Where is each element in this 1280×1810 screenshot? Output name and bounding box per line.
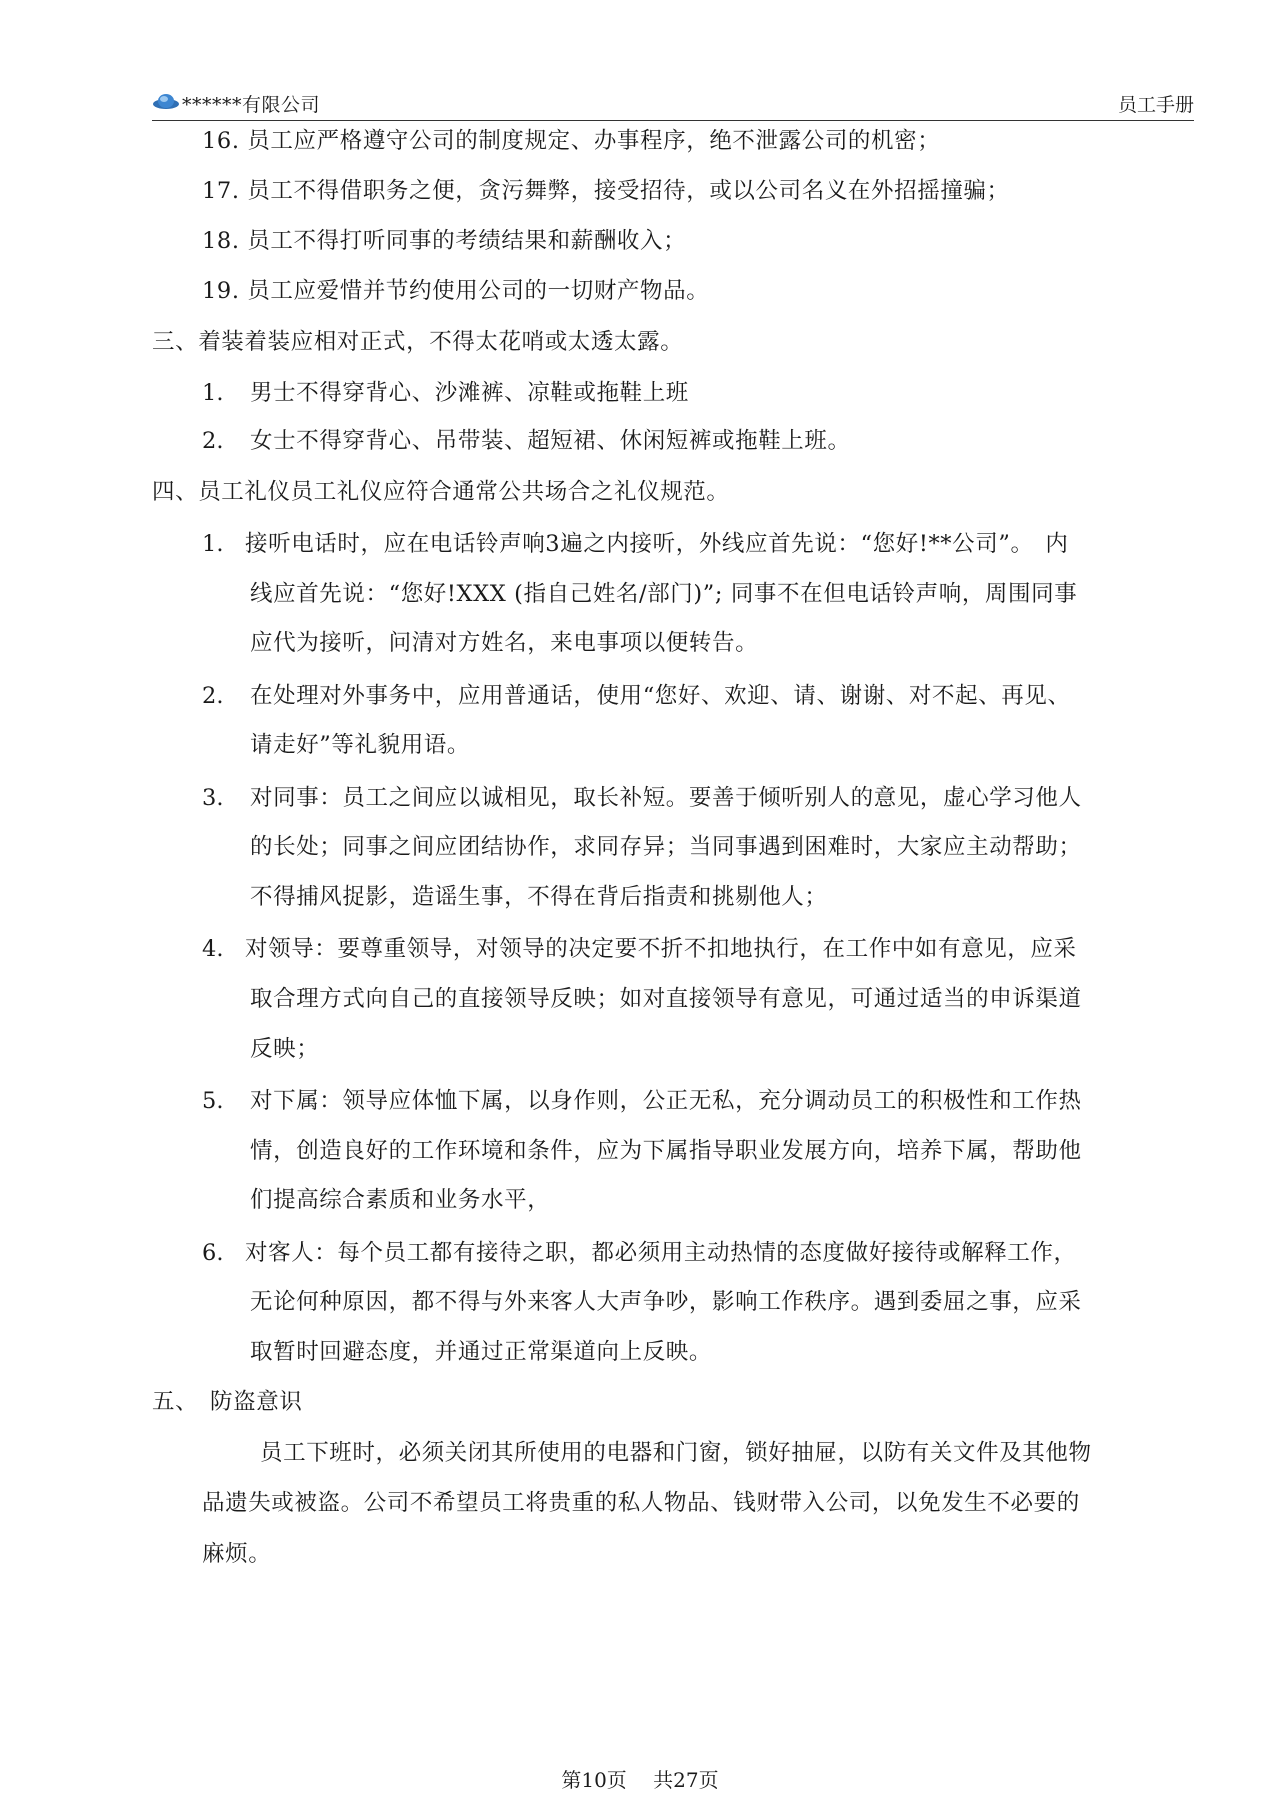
- section-5-line-1: 员工下班时，必须关闭其所使用的电器和门窗，锁好抽屉，以防有关文件及其他物: [260, 1440, 1092, 1466]
- section-4-item-2-number: 2.: [202, 683, 224, 709]
- section-4-item-6-line-2: 无论何种原因，都不得与外来客人大声争吵，影响工作秩序。遇到委屈之事，应采: [250, 1289, 1082, 1315]
- section-4-item-5-line-3: 们提高综合素质和业务水平，: [250, 1187, 551, 1213]
- page-number: 第10页: [561, 1768, 627, 1792]
- section-4-item-5-number: 5.: [202, 1088, 224, 1114]
- section-3-item-2: 女士不得穿背心、吊带装、超短裙、休闲短裤或拖鞋上班。: [250, 428, 851, 454]
- manual-title: 员工手册: [1117, 94, 1194, 116]
- section-4-item-4-number: 4.: [202, 936, 224, 962]
- page-total: 共27页: [653, 1768, 719, 1792]
- rule-19: 19. 员工应爱惜并节约使用公司的一切财产物品。: [202, 278, 710, 304]
- section-4-item-2-line-1: 在处理对外事务中，应用普通话，使用“您好、欢迎、请、谢谢、对不起、再见、: [250, 683, 1071, 709]
- section-4-item-2-line-2: 请走好”等礼貌用语。: [250, 732, 471, 758]
- rule-16: 16. 员工应严格遵守公司的制度规定、办事程序，绝不泄露公司的机密；: [202, 128, 941, 154]
- section-4-item-1-line-2: 线应首先说：“您好!XXX (指自己姓名/部门)”; 同事不在但电话铃声响，周围同事: [250, 581, 1078, 607]
- section-4-item-5-line-2: 情，创造良好的工作环境和条件，应为下属指导职业发展方向，培养下属，帮助他: [250, 1138, 1082, 1164]
- section-4-item-6-number: 6.: [202, 1240, 224, 1266]
- section-4-item-5-line-1: 对下属：领导应体恤下属，以身作则，公正无私，充分调动员工的积极性和工作热: [250, 1088, 1082, 1114]
- section-4-item-6-line-3: 取暂时回避态度，并通过正常渠道向上反映。: [250, 1339, 713, 1365]
- header-divider: [152, 120, 1194, 121]
- section-4-heading: 四、员工礼仪员工礼仪应符合通常公共场合之礼仪规范。: [152, 479, 730, 505]
- section-3-item-1-number: 1.: [202, 380, 224, 406]
- section-5-heading: 五、 防盗意识: [152, 1389, 303, 1415]
- section-3-item-2-number: 2.: [202, 428, 224, 454]
- section-4-item-4-line-3: 反映；: [250, 1036, 320, 1062]
- section-4-item-1-line-1: 接听电话时，应在电话铃声响3遍之内接听，外线应首先说：“您好!**公司”。 内: [245, 531, 1069, 557]
- page-footer: [0, 1764, 1280, 1793]
- section-4-item-3-line-3: 不得捕风捉影，造谣生事，不得在背后指责和挑剔他人；: [250, 884, 828, 910]
- section-4-item-3-number: 3.: [202, 785, 224, 811]
- section-5-line-2: 品遗失或被盗。公司不希望员工将贵重的私人物品、钱财带入公司，以免发生不必要的: [202, 1490, 1080, 1516]
- section-5-line-3: 麻烦。: [202, 1541, 272, 1567]
- company-name: ******有限公司: [182, 94, 321, 116]
- rule-18: 18. 员工不得打听同事的考绩结果和薪酬收入；: [202, 228, 687, 254]
- section-4-item-1-line-3: 应代为接听，问清对方姓名，来电事项以便转告。: [250, 630, 759, 656]
- section-4-item-6-line-1: 对客人：每个员工都有接待之职，都必须用主动热情的态度做好接待或解释工作，: [245, 1240, 1077, 1266]
- section-4-item-4-line-2: 取合理方式向自己的直接领导反映；如对直接领导有意见，可通过适当的申诉渠道: [250, 986, 1082, 1012]
- section-3-item-1: 男士不得穿背心、沙滩裤、凉鞋或拖鞋上班: [250, 380, 689, 406]
- section-4-item-3-line-2: 的长处；同事之间应团结协作，求同存异；当同事遇到困难时，大家应主动帮助；: [250, 834, 1082, 860]
- section-4-item-1-number: 1.: [202, 531, 224, 557]
- section-3-heading: 三、着装着装应相对正式，不得太花哨或太透太露。: [152, 329, 684, 355]
- section-4-item-4-line-1: 对领导：要尊重领导，对领导的决定要不折不扣地执行，在工作中如有意见，应采: [245, 936, 1077, 962]
- rule-17: 17. 员工不得借职务之便，贪污舞弊，接受招待，或以公司名义在外招摇撞骗；: [202, 178, 1010, 204]
- page-header: [152, 88, 1194, 118]
- company-logo-icon: [152, 92, 180, 112]
- section-4-item-3-line-1: 对同事：员工之间应以诚相见，取长补短。要善于倾听别人的意见，虚心学习他人: [250, 785, 1082, 811]
